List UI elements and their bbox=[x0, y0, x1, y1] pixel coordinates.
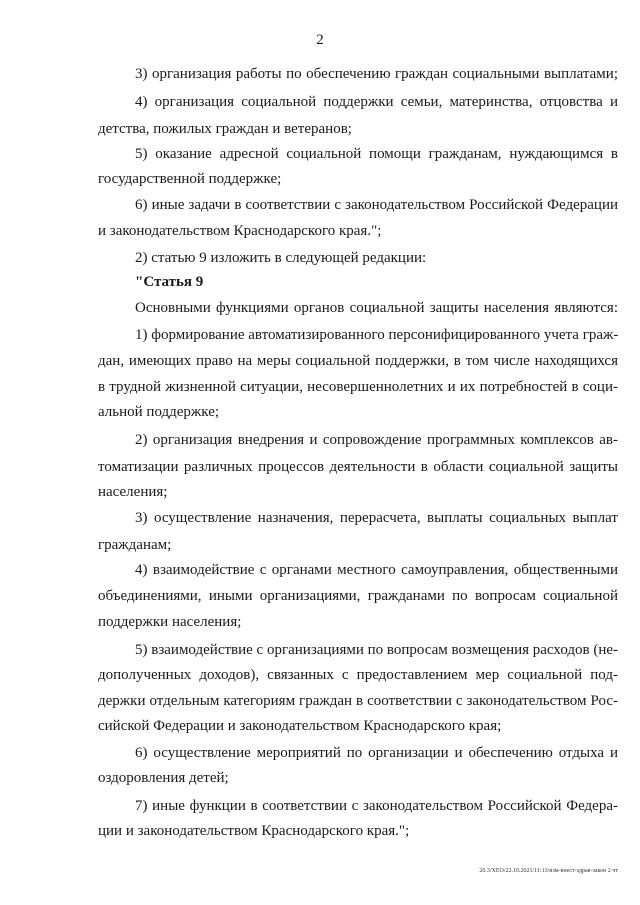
text-line: держки отдельным категориям граждан в соответствии с законодательством Рос- bbox=[98, 693, 618, 709]
text-line: 6) иные задачи в соответствии с законодательством Российской Федерации bbox=[135, 197, 618, 213]
text-line: поддержки населения; bbox=[98, 614, 242, 630]
footer-stamp: 20.3/ХЕО/22.10.2021/11:13/изм-внест-здрав-закон 2 чт bbox=[479, 868, 618, 874]
text-line: 4) организация социальной поддержки семьи, материнства, отцовства и bbox=[135, 94, 618, 110]
text-line: 5) оказание адресной социальной помощи гражданам, нуждающимся в bbox=[135, 146, 618, 162]
text-line: Основными функциями органов социальной защиты населения являются: bbox=[135, 300, 618, 316]
text-line: 5) взаимодействие с организациями по вопросам возмещения расходов (не- bbox=[135, 642, 619, 658]
text-line: сийской Федерации и законодательством Краснодарского края; bbox=[98, 718, 502, 734]
text-line: альной поддержке; bbox=[98, 404, 220, 420]
text-line: детства, пожилых граждан и ветеранов; bbox=[98, 121, 352, 137]
text-line: 2) организация внедрения и сопровождение программных комплексов ав- bbox=[135, 432, 618, 448]
page-number: 2 bbox=[316, 32, 324, 48]
text-line: объединениями, иными организациями, гражданами по вопросам социальной bbox=[98, 588, 618, 604]
text-line: "Статья 9 bbox=[135, 274, 204, 290]
text-line: и законодательством Краснодарского края."; bbox=[98, 223, 382, 239]
text-line: дан, имеющих право на меры социальной поддержки, в том числе находящихся bbox=[98, 353, 618, 369]
text-line: 7) иные функции в соответствии с законодательством Российской Федера- bbox=[135, 798, 618, 814]
text-line: 2) статью 9 изложить в следующей редакции: bbox=[135, 250, 427, 266]
text-line: государственной поддержке; bbox=[98, 171, 282, 187]
text-line: томатизации различных процессов деятельности в области социальной защиты bbox=[98, 459, 618, 475]
text-line: гражданам; bbox=[98, 537, 172, 553]
text-line: населения; bbox=[98, 484, 168, 500]
text-line: 1) формирование автоматизированного персонифицированного учета граж- bbox=[135, 327, 619, 343]
text-line: в трудной жизненной ситуации, несовершеннолетних и их потребностей в соци- bbox=[98, 379, 618, 395]
text-line: 3) осуществление назначения, перерасчета, выплаты социальных выплат bbox=[135, 510, 618, 526]
text-line: ции и законодательством Краснодарского края."; bbox=[98, 823, 410, 839]
text-line: оздоровления детей; bbox=[98, 770, 229, 786]
text-line: 4) взаимодействие с органами местного самоуправления, общественными bbox=[135, 562, 618, 578]
text-line: 3) организация работы по обеспечению граждан социальными выплатами; bbox=[135, 66, 618, 82]
text-line: 6) осуществление мероприятий по организации и обеспечению отдыха и bbox=[135, 745, 618, 761]
text-line: дополученных доходов), связанных с предоставлением мер социальной под- bbox=[98, 667, 618, 683]
